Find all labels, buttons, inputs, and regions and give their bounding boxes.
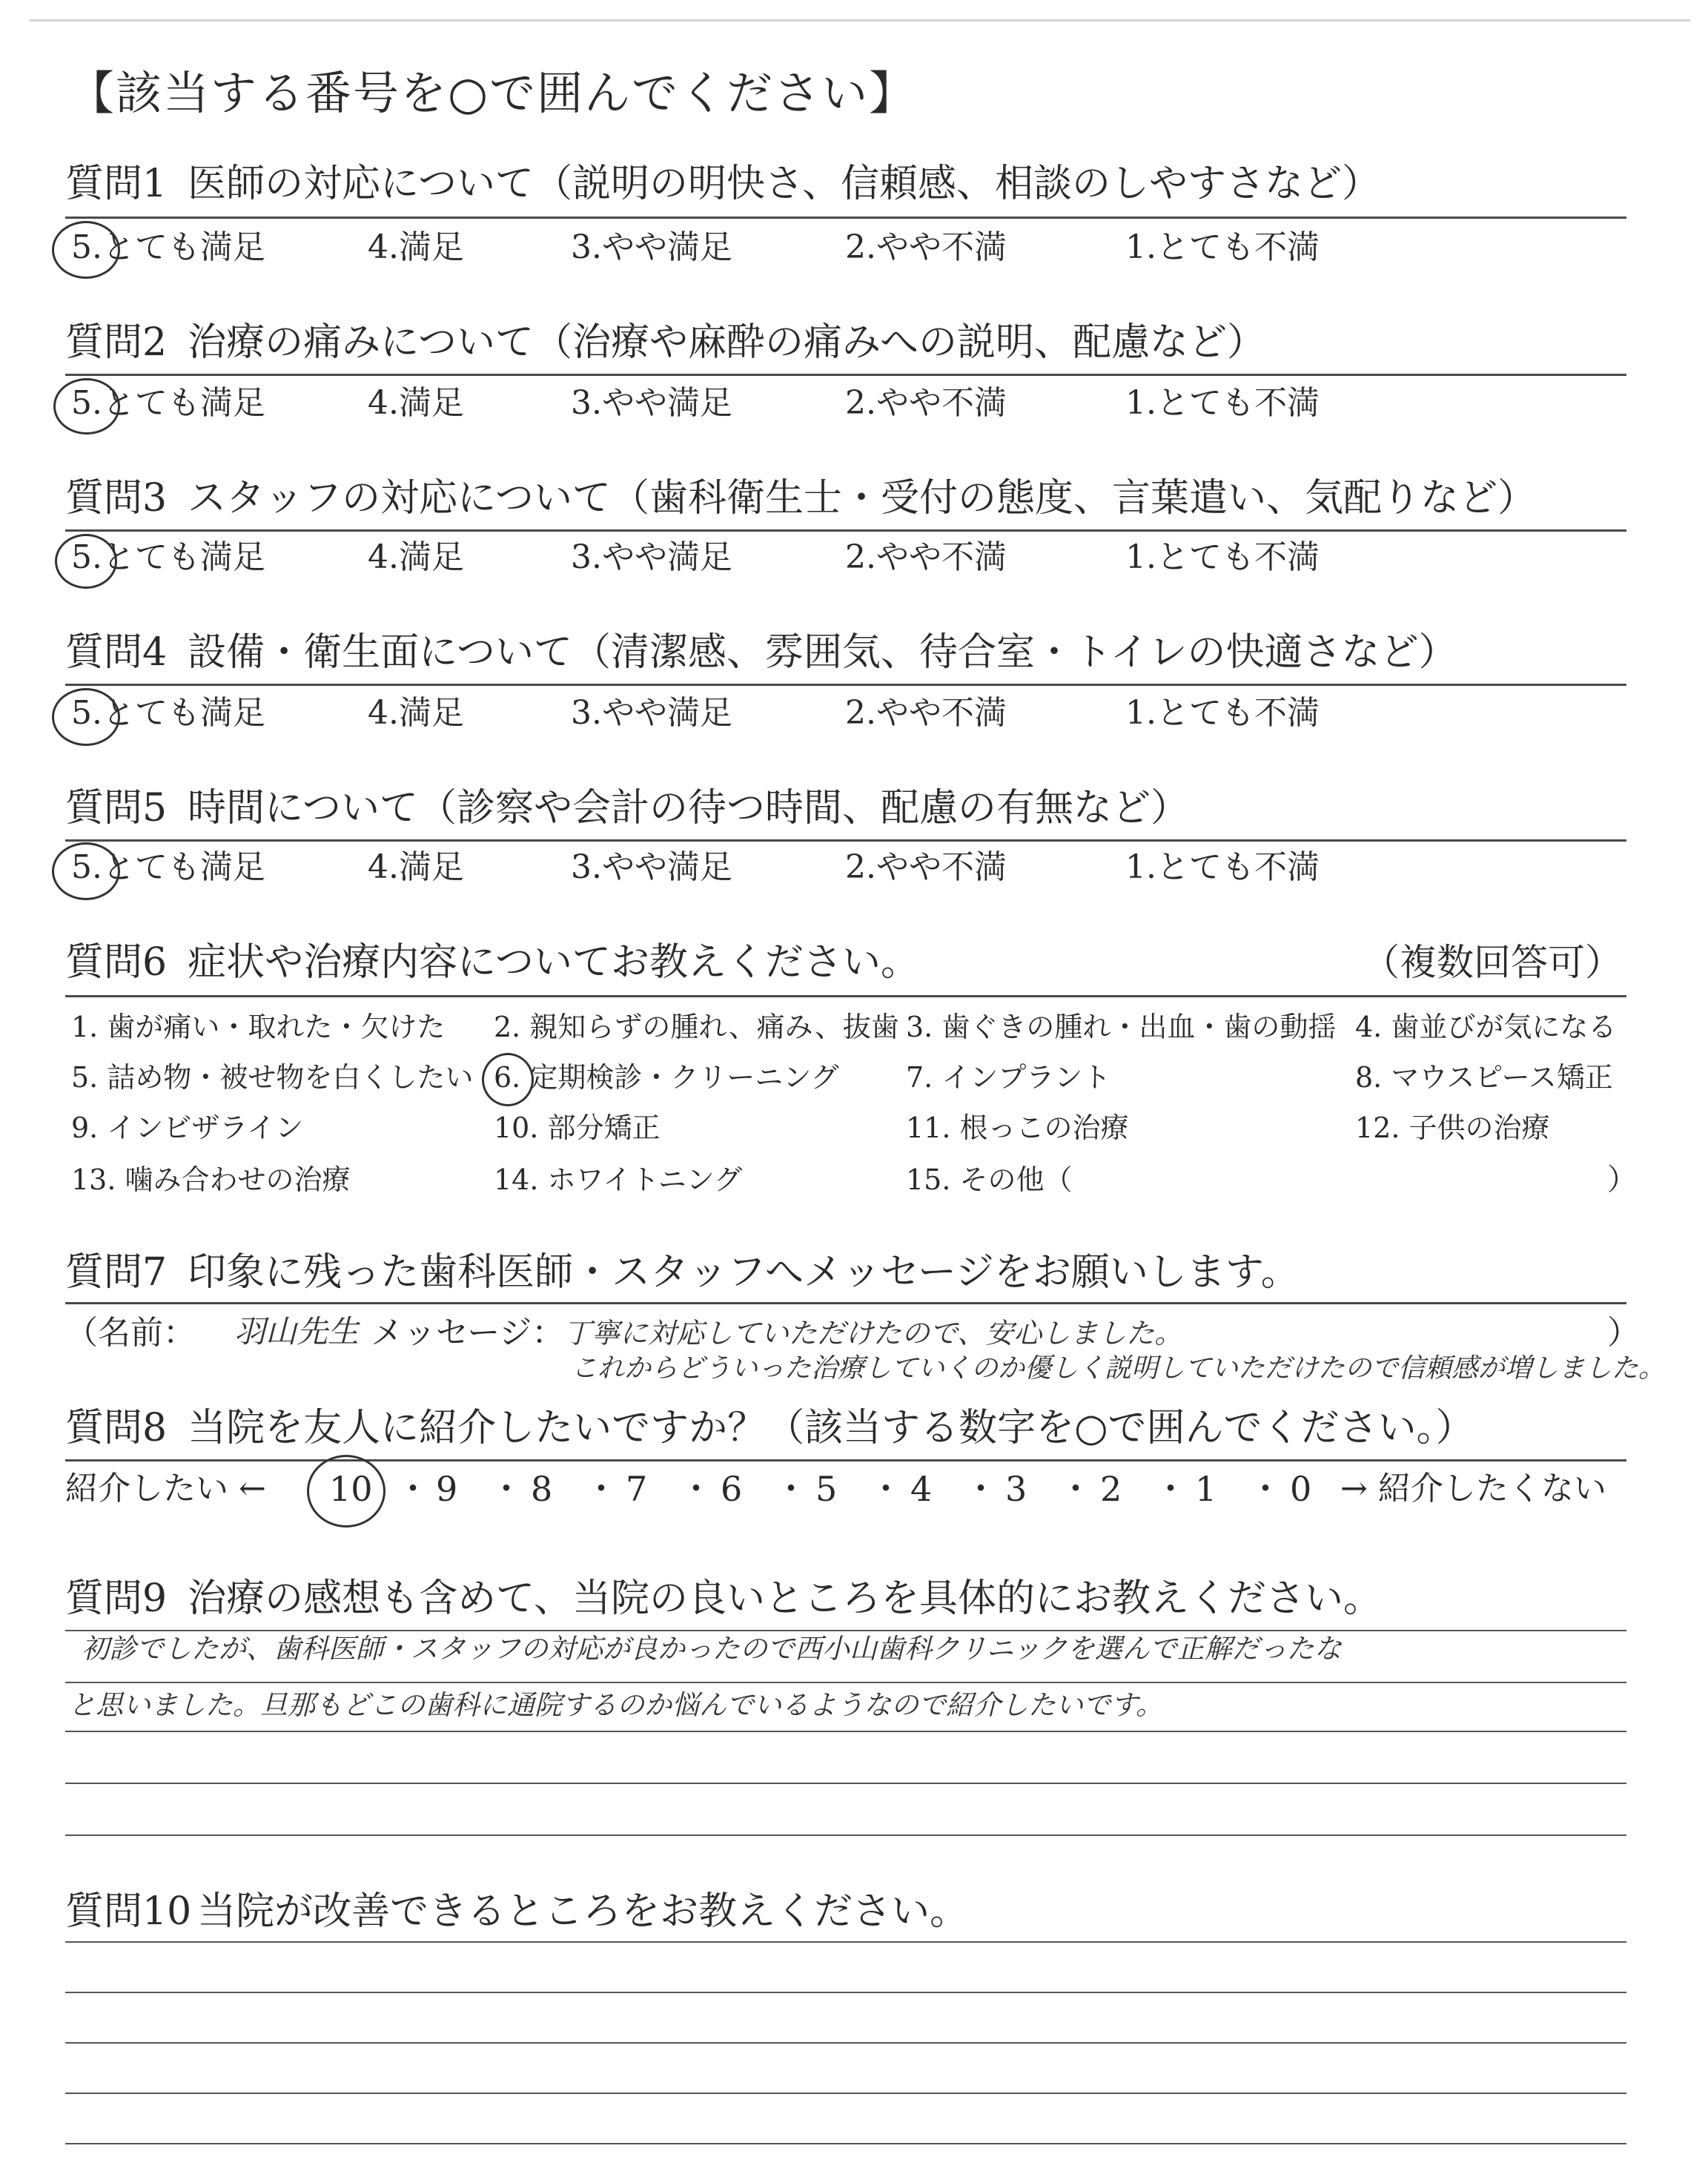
answer-handwritten-line1: 初診でしたが、歯科医師・スタッフの対応が良かったので西小山歯科クリニックを選んで正解だったな [82, 1633, 1342, 1665]
answer-line [65, 1834, 1626, 1836]
question-number: 質問10 [65, 1889, 192, 1934]
option-5[interactable]: 5.とても満足 [71, 384, 265, 422]
question-number: 質問3 [65, 476, 168, 521]
option-1[interactable]: 1.とても不満 [1125, 694, 1320, 732]
option-5[interactable]: 5.とても満足 [71, 228, 265, 266]
option-4[interactable]: 4.満足 [368, 694, 464, 732]
scale-right-label: → 紹介したくない [1340, 1470, 1606, 1507]
scale-separator: ・ [396, 1469, 430, 1509]
rating-options-q4 [65, 691, 1626, 736]
rule [65, 995, 1626, 997]
symptom-13[interactable]: 13. 噛み合わせの治療 [71, 1163, 351, 1196]
answer-line [65, 1682, 1626, 1683]
question-text: 医師の対応について（説明の明快さ、信頼感、相談のしやすさなど） [188, 162, 1380, 206]
question-1 [65, 160, 1380, 208]
symptom-8[interactable]: 8. マウスピース矯正 [1355, 1061, 1613, 1094]
rule [65, 529, 1626, 532]
symptom-14[interactable]: 14. ホワイトニング [494, 1163, 743, 1196]
question-text: 設備・衛生面について（清潔感、雰囲気、待合室・トイレの快適さなど） [188, 630, 1457, 675]
rule [65, 217, 1626, 219]
question-7 [65, 1249, 1300, 1296]
scale-separator: ・ [1059, 1469, 1093, 1509]
message-label: メッセージ： [371, 1314, 565, 1352]
name-handwritten: 羽山先生 [234, 1313, 360, 1350]
selection-circle [53, 378, 120, 435]
question-2 [65, 319, 1265, 366]
option-3[interactable]: 3.やや満足 [571, 228, 732, 266]
scale-separator: ・ [1153, 1469, 1188, 1509]
scale-separator: ・ [489, 1469, 523, 1509]
rating-options-q3 [65, 535, 1626, 580]
option-2[interactable]: 2.やや不満 [845, 848, 1007, 886]
option-1[interactable]: 1.とても不満 [1125, 848, 1320, 886]
option-1[interactable]: 1.とても不満 [1125, 384, 1320, 422]
option-4[interactable]: 4.満足 [368, 848, 464, 886]
scale-3[interactable]: 3 [1005, 1469, 1027, 1509]
message-close-paren: ） [1607, 1314, 1640, 1352]
symptom-2[interactable]: 2. 親知らずの腫れ、痛み、抜歯 [494, 1011, 899, 1043]
symptom-15[interactable]: 15. その他（ [906, 1163, 1073, 1196]
recommend-scale [65, 1465, 1626, 1514]
selection-circle [482, 1053, 534, 1106]
scale-5[interactable]: 5 [815, 1469, 838, 1509]
question-number: 質問5 [65, 786, 168, 830]
symptom-9[interactable]: 9. インビザライン [71, 1112, 304, 1144]
other-close-paren: ） [1607, 1163, 1637, 1197]
question-number: 質問4 [65, 630, 168, 675]
option-5[interactable]: 5.とても満足 [71, 694, 265, 732]
selection-circle [307, 1455, 385, 1527]
question-5 [65, 785, 1189, 832]
question-4 [65, 629, 1457, 676]
scale-separator: ・ [869, 1469, 903, 1509]
option-3[interactable]: 3.やや満足 [571, 694, 732, 732]
answer-line [65, 2042, 1626, 2044]
question-text: 印象に残った歯科医師・スタッフへメッセージをお願いします。 [188, 1250, 1300, 1295]
message-handwritten-line1: 丁寧に対応していただけたので、安心しました。 [563, 1317, 1183, 1350]
question-text: 治療の感想も含めて、当院の良いところを具体的にお教えください。 [188, 1576, 1383, 1621]
symptom-11[interactable]: 11. 根っこの治療 [906, 1112, 1129, 1144]
scale-6[interactable]: 6 [721, 1469, 743, 1509]
answer-line [65, 2093, 1626, 2094]
multiple-answer-note: （複数回答可） [1363, 941, 1622, 984]
option-4[interactable]: 4.満足 [368, 538, 464, 576]
rule [65, 684, 1626, 686]
symptom-12[interactable]: 12. 子供の治療 [1355, 1112, 1550, 1144]
rating-options-q2 [65, 381, 1626, 426]
scale-2[interactable]: 2 [1100, 1469, 1122, 1509]
option-2[interactable]: 2.やや不満 [845, 384, 1007, 422]
option-5[interactable]: 5.とても満足 [71, 538, 265, 576]
question-text: 当院が改善できるところをお教えください。 [197, 1889, 969, 1934]
scale-separator: ・ [679, 1469, 713, 1509]
scale-10[interactable]: 10 [329, 1469, 373, 1509]
rating-options-q1 [65, 225, 1626, 270]
question-9 [65, 1575, 1382, 1622]
option-3[interactable]: 3.やや満足 [571, 848, 732, 886]
question-text: 症状や治療内容についてお教えください。 [188, 940, 920, 985]
selection-circle [52, 688, 120, 746]
symptom-7[interactable]: 7. インプラント [906, 1061, 1111, 1094]
question-text: 時間について（診察や会計の待つ時間、配慮の有無など） [188, 786, 1190, 830]
rule [65, 1459, 1626, 1462]
message-handwritten-line2: これからどういった治療していくのか優しく説明していただけたので信頼感が増しました。 [571, 1353, 1666, 1384]
scale-separator: ・ [584, 1469, 618, 1509]
rating-options-q5 [65, 845, 1626, 890]
answer-line [65, 1992, 1626, 1993]
symptom-6[interactable]: 6. 定期検診・クリーニング [494, 1061, 839, 1094]
question-number: 質問1 [65, 162, 168, 206]
selection-circle [52, 221, 120, 279]
scale-8[interactable]: 8 [531, 1469, 553, 1509]
question-text: スタッフの対応について（歯科衛生士・受付の態度、言葉遣い、気配りなど） [188, 476, 1537, 521]
scale-4[interactable]: 4 [910, 1469, 933, 1509]
symptom-10[interactable]: 10. 部分矯正 [494, 1112, 661, 1144]
option-3[interactable]: 3.やや満足 [571, 384, 732, 422]
question-text: 治療の痛みについて（治療や麻酔の痛みへの説明、配慮など） [188, 320, 1266, 365]
rule [65, 1302, 1626, 1304]
name-label: （名前： [65, 1314, 196, 1352]
question-8 [65, 1404, 1474, 1452]
option-1[interactable]: 1.とても不満 [1125, 538, 1320, 576]
symptom-3[interactable]: 3. 歯ぐきの腫れ・出血・歯の動揺 [906, 1011, 1337, 1043]
answer-handwritten-line2: と思いました。旦那もどこの歯科に通院するのか悩んでいるようなので紹介したいです。 [68, 1689, 1164, 1721]
option-5[interactable]: 5.とても満足 [71, 848, 265, 886]
scale-9[interactable]: 9 [436, 1469, 458, 1509]
option-1[interactable]: 1.とても不満 [1125, 228, 1320, 266]
answer-line [65, 1731, 1626, 1732]
answer-line [65, 2143, 1626, 2144]
scale-separator: ・ [964, 1469, 998, 1509]
scale-separator: ・ [774, 1469, 808, 1509]
scale-separator: ・ [1248, 1469, 1282, 1509]
scale-1[interactable]: 1 [1195, 1469, 1217, 1509]
question-number: 質問2 [65, 320, 168, 365]
scale-0[interactable]: 0 [1290, 1469, 1312, 1509]
question-3 [65, 475, 1536, 522]
option-3[interactable]: 3.やや満足 [571, 538, 732, 576]
selection-circle [55, 534, 117, 589]
option-4[interactable]: 4.満足 [368, 384, 464, 422]
question-number: 質問9 [65, 1576, 168, 1621]
scale-7[interactable]: 7 [626, 1469, 648, 1509]
question-10 [65, 1888, 968, 1935]
scale-left-label: 紹介したい ← [65, 1470, 266, 1507]
answer-line [65, 1783, 1626, 1784]
scan-edge-line [30, 19, 1690, 22]
rule [65, 374, 1626, 376]
option-2[interactable]: 2.やや不満 [845, 228, 1007, 266]
selection-circle [52, 842, 120, 900]
question-6 [65, 939, 919, 986]
answer-line [65, 1941, 1626, 1943]
option-2[interactable]: 2.やや不満 [845, 694, 1007, 732]
option-4[interactable]: 4.満足 [368, 228, 464, 266]
symptom-4[interactable]: 4. 歯並びが気になる [1355, 1011, 1617, 1043]
question-number: 質問7 [65, 1250, 168, 1295]
symptom-1[interactable]: 1. 歯が痛い・取れた・欠けた [71, 1011, 446, 1043]
symptom-5[interactable]: 5. 詰め物・被せ物を白くしたい [71, 1061, 474, 1094]
question-text: 当院を友人に紹介したいですか？（該当する数字を○で囲んでください。） [188, 1406, 1474, 1450]
rule [65, 839, 1626, 842]
instruction-heading: 【該当する番号を○で囲んでください】 [68, 66, 917, 120]
question-number: 質問8 [65, 1406, 168, 1450]
option-2[interactable]: 2.やや不満 [845, 538, 1007, 576]
question-number: 質問6 [65, 940, 168, 985]
